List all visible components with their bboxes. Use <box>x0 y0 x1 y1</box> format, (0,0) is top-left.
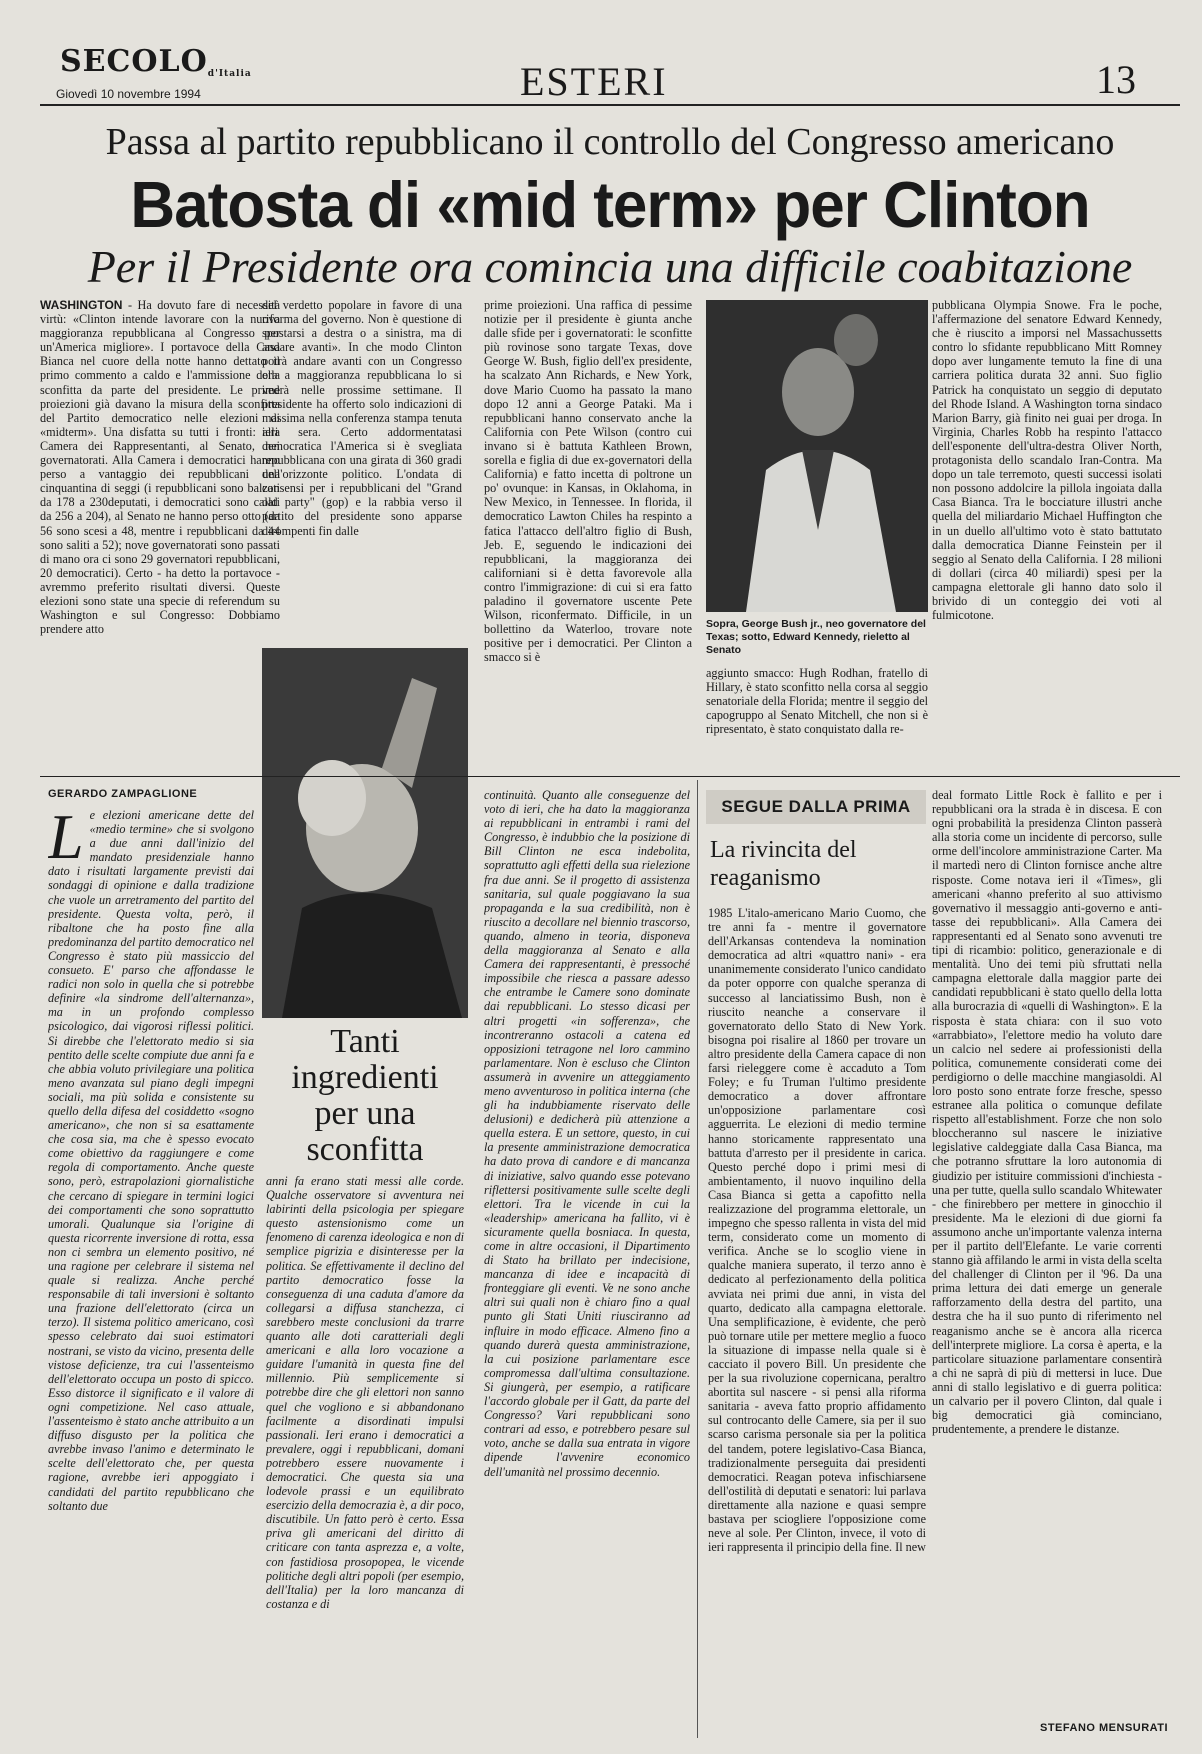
second-article-column-1: 1985 L'italo-americano Mario Cuomo, che tre anni fa - mentre il governatore dell'Arkansas contendeva la nomination democratica ad altri «quattro nani» - era unanimemente considerato l'unico candidato da poter opporre con qualche speranza di successo al lanciatissimo Bush, non è riuscito neanche a conservare il governatorato dello Stato di New York. bisogna poi risalire al 1860 per trovare un altro presidente della Camera capace di non farsi rieleggere come è accaduto a Tom Foley; e fu Truman l'ultimo presidente democratico a dover affrontare un'opposizione parlamentare così agguerrita. Le elezioni di medio termine hanno storicamente rappresentato una battuta d'arresto per il presidente in carica. Questo perché dopo i primi mesi di ambientamento, il nuovo inquilino della Casa Bianca si getta a capofitto nella realizzazione del programma elettorale, un impegno che spesso rallenta in vista del mid term, considerato come un momento di verifica. Anche se lo scoglio viene in qualche maniera superato, il terzo anno è dedicato al perfezionamento della politica avviata nei primi due anni, in vista del quarto, dedicato alla campagna elettorale. Una semplificazione, è evidente, che però può tornare utile per mettere meglio a fuoco la situazione di impasse nella quale si è cacciato il povero Bill. Un presidente che per la sua rivoluzione copernicana, peraltro abortita sul nascere - si pensi alla riforma sanitaria - aveva fatto proprio affidamento sul controcanto delle Camere, sia per il suo scarso carisma personale sia per la politica del tandem, potere legislativo-Casa Bianca, tradizionalmente perseguita dai presidenti democratici. Reagan poteva infischiarsene dell'ostilità di deputati e senatori: lui parlava direttamente alla nazione e quasi sempre bastava per sciogliere l'opposizione come neve al sole. Per Clinton, invece, il voto di ieri rappresenta il principio della fine. Il new <box>708 906 926 1555</box>
second-article-title: La rivincita del reaganismo <box>710 837 857 891</box>
article-subhead: Per il Presidente ora comincia una difficile coabitazione <box>87 241 1133 292</box>
article-column-2: del verdetto popolare in favore di una riforma del governo. Non è questione di spostarsi a destra o a sinistra, ma di andare avanti». In che modo Clinton potrà andare avanti con un Congresso ora a maggioranza repubblicana lo si vedrà nelle prossime settimane. Il presidente ha offerto solo indicazioni di massima nella conferenza stampa tenuta ieri sera. Certo addormentatasi democratica l'America si è svegliata repubblicana con una girata di 360 gradi dell'orizzonte politico. L'ondata di consensi per i repubblicani del "Grand old party" (gop) e la rabbia verso il partito del presidente sono apparse dirompenti fin dalle <box>262 298 462 538</box>
masthead-rule <box>40 104 1180 106</box>
photo-caption: Sopra, George Bush jr., neo governatore del Texas; sotto, Edward Kennedy, rieletto al Senato <box>706 618 926 656</box>
article-kicker: Passa al partito repubblicano il controllo del Congresso americano <box>105 121 1115 163</box>
page-number: 13 <box>1096 57 1136 102</box>
second-article-byline: STEFANO MENSURATI <box>1040 1722 1169 1734</box>
issue-date: Giovedì 10 novembre 1994 <box>56 87 201 101</box>
second-article-column-2: deal formato Little Rock è fallito e per i repubblicani ora la strada è in discesa. E con ogni probabilità la presidenza Clinton passerà alla storia come un incidente di percorso, sulle orme dell'incolore amministrazione Carter. Ma il martedì nero di Clinton fornisce anche altre risposte. Come notava ieri il «Times», gli americani «hanno preferito al suo attivismo governativo il messaggio anti-governo e anti-tasse dei repubblicani». Alla Camera dei rappresentanti ed al Senato sono avvenuti tre tipi di ricambio: politico, generazionale e di mentalità. Uno dei temi più sfruttati nella campagna elettorale dalla maggior parte dei candidati repubblicani è stato quello della lotta alla burocrazia di «quelli di Washington». E la risposta è stata chiara: con il suo voto «arrabbiato», l'elettore medio ha voluto dare un calcio nel sedere ai professionisti della politica, comunemente considerati come dei perdigiorno o delle macchine mangiasoldi. Al loro posto sono entrate forze fresche, spesso estranee alla politica o comunque defilate rispetto all'establishment. Forze che non solo bloccheranno sul nascere le iniziative legislative caldeggiate dalla Casa Bianca, ma che potranno sfruttare la loro autonomia di giudizio per istituire commissioni d'inchiesta - una per tutte, quella sullo scandalo Whitewater - che finirebbero per mettere in ginocchio il presidente. Ma le elezioni di due giorni fa assumono anche un'importante valenza interna per il partito dell'Elefante. Le varie correnti stanno già affilando le armi in vista della scelta del challenger di Clinton per il '96. Da una prima lettura dei dati emerge un generale rafforzamento della destra del partito, una destra che ha il suo punto di riferimento nel reaganismo anche se è ancora alla ricerca dell'interprete migliore. La corsa è aperta, e la particolare situazione parlamentare consentirà a chi ne saprà di più di mettersi in luce. Due anni di stallo legislativo e di guerra politica: un calvario per il povero Clinton, dal quale i big democratici già cominciano, prudentemente, a prendere le distanze. <box>932 788 1162 1437</box>
column-divider <box>697 780 698 1738</box>
dropcap: L <box>48 808 84 872</box>
article-column-5: pubblicana Olympia Snowe. Fra le poche, l'affermazione del senatore Edward Kennedy, che è riuscito a imporsi nel Massachussetts contro lo sfidante repubblicano Mitt Romney dopo aver lungamente temuto la fine di una carriera politica durata 32 anni. Suo figlio Patrick ha conquistato un seggio di deputato del Rhode Island. A Washington torna sindaco Marion Barry, già finito nei guai per droga. In Virginia, Charles Robb ha respinto l'attacco dell'esponente dell'ultra-destra Oliver North, protagonista dello scandalo Iran-Contra. Ma dopo un tale terremoto, questi successi isolati non possono addolcire la pillola ingoiata dalla Casa Bianca. Tra le bocciature illustri anche quella del miliardario Michael Huffington che in un duello all'ultimo voto è stato battutato dalla democratica Dianne Feinstein per il seggio al Senato della California. I 28 milioni di dollari (circa 40 miliardi) spesi per la campagna elettorale gli hanno dato solo il brivido di un conteggio dei voti al fulmicotone. <box>932 298 1162 623</box>
commentary-column-3: continuità. Quanto alle conseguenze del voto di ieri, che ha dato la maggioranza ai repubblicani in entrambi i rami del Congresso, è indubbio che la posizione di Bill Clinton ne esca indebolita, soprattutto agli effetti della sua rielezione fra due anni. Se il progetto di assistenza sanitaria, sul quale poggiavano la sua propaganda e la sua credibilità, non è riuscito a decollare nel biennio trascorso, quando, almeno in teoria, disponeva della maggioranza al Senato e alla Camera dei rappresentanti, è pressoché impossibile che riesca a passare adesso che entrambe le Camere sono dominate dai repubblicani. Lo stesso dicasi per altri progetti «in sofferenza», che incontreranno ostacoli a catena ed opposizioni tetragone nel loro cammino parlamentare. Non è escluso che Clinton assumerà in avvenire un atteggiamento meno avventuroso in politica interna (che gli ha indubbiamente riservato delle delusioni) e dedicherà più attenzione a quella estera. E un settore, questo, in cui la presente amministrazione democratica ha dato prova di candore e di mancanza di iniziative, salvo quando esse potevano riflettersi positivamente sulle scelte degli elettori. Tra le vicende in cui la «leadership» americana ha fallito, vi è sicuramente quella bosniaca. In questa, come in altre occasioni, il Dipartimento di Stato ha brillato per indecisione, mancanza di idee e incapacità di fronteggiare gli eventi. Ve ne sono anche altri sui quali non è chiaro fino a qual punto gli Stati Uniti riusciranno ad influire in modo efficace. Almeno fino a quando durerà questa amministrazione, la cui posizione parlamentare esce compromessa dall'ultima consultazione. Si giungerà, per esempio, a ratificare l'accordo globale per il Gatt, da parte del Congresso? Vari repubblicani sono contrari ad esso, e potrebbero pesare sul voto, anche se dalla sua entrata in vigore dipende l'avvenire economico dell'umanità nel prossimo decennio. <box>484 788 690 1479</box>
photo-edward-kennedy-image <box>262 648 468 1018</box>
article-column-1: WASHINGTON - Ha dovuto fare di necessità virtù: «Clinton intende lavorare con la nuova maggioranza repubblicana al Congresso per un'America migliore». I portavoce della Casa Bianca nel cuore della notte hanno dettato il primo commento a caldo e l'ammissione della sconfitta da parte del presidente. Le prime proiezioni già davano la misura della sconfitta del Partito democratico nelle elezioni di «midterm». Una disfatta su tutti i fronti: alla Camera dei Rappresentanti, al Senato, nei governatorati. Alla Camera i democratici hanno perso a vantaggio dei repubblicani una cinquantina di seggi (i repubblicani sono balzati da 178 a 230deputati, i democratici sono calati da 256 a 204), al Senato ne hanno perso otto (da 56 sono scesi a 48, mentre i repubblicani da 44 sono saliti a 52); nove governatorati sono passati di mano ora ci sono 29 governatori repubblicani, 20 democratici). Certo - ha detto la portavoce - avremmo preferito risultati diversi. Queste elezioni sono state una specie di referendum su Washington e sul Congresso: Dobbiamo prendere atto <box>40 298 280 637</box>
photo-george-bush-jr-image <box>706 300 928 612</box>
commentary-column-2: anni fa erano stati messi alle corde. Qualche osservatore si avventura nei labirinti della psicologia per spiegare questo astensionismo come un fenomeno di carenza ideologica e non di semplice pigrizia e disinteresse per la politica. Se effettivamente il declino del partito democratico fosse la conseguenza di una caduta d'amore da collegarsi a diffusa stanchezza, ci sarebbero meste conclusioni da trarre quanto alle doti caratteriali degli americani e alla loro vocazione a guidare l'umanità in questa fine del millennio. Più semplicemente si potrebbe dire che gli elettori non sanno quel che vogliono e si abbandonano facilmente a disordinati impulsi passionali. Ieri erano i democratici a prevalere, oggi i repubblicani, domani potrebbero essere nuovamente i democratici. Che questa sia una lodevole prassi e un equilibrato esercizio della democrazia è, a dir poco, discutibile. Un fatto però è certo. Essa priva gli americani del diritto di criticare con tanta asprezza e, a volte, con fastidiosa prosopopea, le vicende politiche degli altri popoli (per esempio, dell'Italia) per la loro mancanza di costanza e di <box>266 1174 464 1611</box>
commentary-byline: GERARDO ZAMPAGLIONE <box>48 788 198 800</box>
section-title: ESTERI <box>520 59 668 104</box>
article-column-4: aggiunto smacco: Hugh Rodhan, fratello di Hillary, è stato sconfitto nella corsa al seggio senatoriale della Florida; mentre il seggio del capogruppo al Senato Mitchell, che non si è ripresentato, è stato conquistato dalla re- <box>706 666 928 737</box>
commentary-title: Tanti ingredienti per una sconfitta <box>291 1023 439 1168</box>
segue-banner: SEGUE DALLA PRIMA <box>706 790 926 824</box>
article-column-3: prime proiezioni. Una raffica di pessime notizie per il presidente è giunta anche dalle sfide per i governatorati: le sconfitte più rovinose sono targate Texas, dove George W. Bush, figlio dell'ex presidente, ha scalzato Ann Richards, e New York, dove Mario Cuomo ha passato la mano dopo 12 anni a George Pataki. Ma i repubblicani hanno conservato anche la California con Pete Wilson (contro cui invano si è battuta Kathleen Brown, sorella e figlia di due ex-governatori della California) e fatto incetta di poltrone un po' ovunque: in Kansas, in Oklahoma, in New Mexico, in Tennessee. In florida, il democratico Lawton Chiles ha respinto a fatica l'attacco dell'altro figlio di Bush, Jeb. E, seguendo le indicazioni dei repubblicani, la maggioranza dei californiani si è detta favorevole alla contro l'immigrazione: di cui si era fatto paladino il governatore uscente Pete Wilson, riconfermato. Difficile, in un bollettino da Waterloo, trovare note positive per i democratici. Per Clinton a smacco si è <box>484 298 692 665</box>
dateline: WASHINGTON <box>40 298 123 312</box>
commentary-column-1: Le elezioni americane dette del «medio termine» che si svolgono a due anni dall'inizio del mandato presidenziale hanno dato i risultati largamente previsti dai sondaggi di opinione e dalla tradizione che vuole un arretramento del partito del presidente. Questa volta, però, il ribaltone che ha posto fine alla predominanza del partito democratico nel Congresso è stato più massiccio del consueto. E' parso che affondasse le radici non solo in quella che si potrebbe definire «la sindrome dell'alternanza», ma in un profondo complesso psicologico, dai vigorosi riflessi politici. Si direbbe che l'elettorato medio si sia pentito delle scelte compiute due anni fa e che abbia voluto privilegiare una politica meno avanzata sul piano degli impegni sociali, ma più solida e consistente su quello della difesa del cosiddetto «sogno americano», che non si sa esattamente che cosa sia, ma che è spesso evocato come obiettivo da raggiungere e come regola di comportamento. Anche queste sono, però, estrapolazioni giornalistiche che cercano di spiegare in termini logici dei comportamenti che sono soprattutto umorali. Qualunque sia l'origine di questa ricorrente inversione di rotta, essa non ci sembra un elemento positivo, né una ragione per celebrare il sistema nel quale si realizza. Anche perché responsabile di tali inversioni è soltanto una frazione dell'elettorato (circa un terzo). Il sistema politico americano, così spesso celebrato dai suoi estimatori nostrani, se visto da vicino, presenta delle vistose deficienze, tra cui l'assenteismo dell'elettorato occupa un posto di spicco. Esso distorce il significato e il valore di ogni competizione. Nel caso attuale, l'assenteismo è stato anche attribuito a un diffuso disgusto per la politica che avrebbe invaso l'animo e determinato le scelte dell'elettorato che, per questa ragione, avrebbe ieri appoggiato i candidati del partito repubblicano che soltanto due <box>48 808 254 1513</box>
article-headline: Batosta di «mid term» per Clinton <box>130 169 1090 242</box>
newspaper-logo: SECOLOd'Italia <box>60 44 252 79</box>
section-rule <box>40 776 1180 777</box>
photo-george-bush-jr <box>706 300 928 612</box>
logo-subtitle: d'Italia <box>207 69 252 79</box>
photo-edward-kennedy <box>262 648 468 1018</box>
